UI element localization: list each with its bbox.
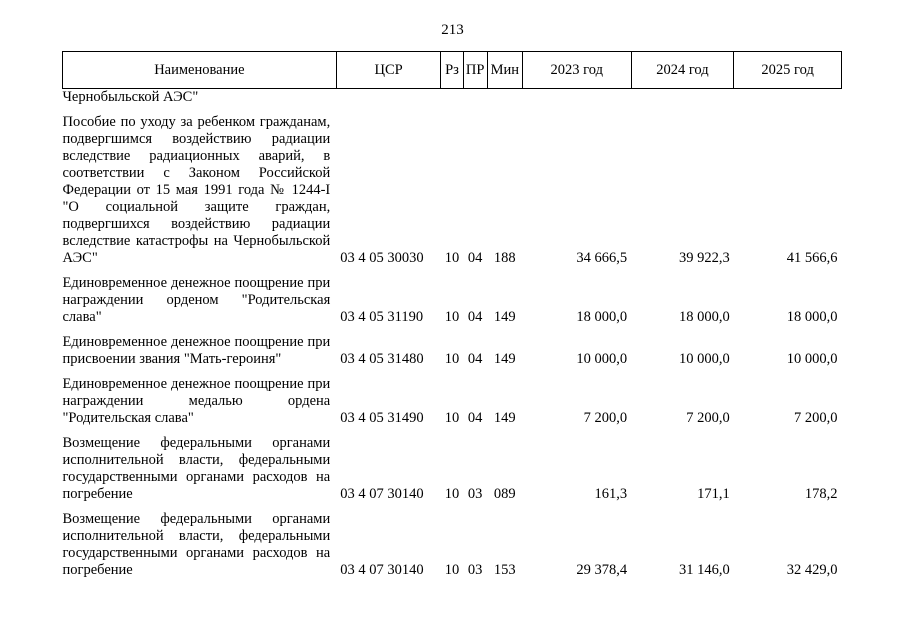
row-2024: 7 200,0 — [686, 410, 730, 426]
table-row — [63, 267, 842, 326]
row-pr: 04 — [467, 309, 483, 325]
row-pr: 04 — [467, 250, 483, 266]
row-min: 089 — [493, 486, 516, 502]
row-csr: 03 4 07 30140 — [340, 486, 424, 502]
budget-table — [62, 51, 842, 579]
row-name: Единовременное денежное поощрение при награждении орденом "Родительская слава" — [62, 275, 331, 325]
row-pr: 04 — [467, 351, 483, 367]
row-rz: 10 — [444, 309, 460, 325]
row-csr: 03 4 07 30140 — [340, 562, 424, 578]
row-name: Единовременное денежное поощрение при награждении медалью ордена "Родительская слава" — [62, 376, 331, 426]
row-2025: 32 429,0 — [786, 562, 838, 578]
row-2024: 10 000,0 — [679, 351, 730, 367]
row-2023: 10 000,0 — [576, 351, 628, 367]
row-2025: 178,2 — [804, 486, 838, 502]
row-2025: 41 566,6 — [786, 250, 838, 266]
header-csr: ЦСР — [336, 52, 441, 89]
row-min: 149 — [493, 351, 516, 367]
table-row — [63, 427, 842, 503]
row-pr: 04 — [467, 410, 483, 426]
row-rz: 10 — [444, 351, 460, 367]
row-2025: 7 200,0 — [794, 410, 838, 426]
row-csr: 03 4 05 31190 — [340, 309, 424, 325]
header-2024: 2024 год — [631, 52, 734, 89]
row-pr: 03 — [467, 486, 483, 502]
header-pr: ПР — [463, 52, 487, 89]
row-csr: 03 4 05 31480 — [340, 351, 424, 367]
row-2023: 29 378,4 — [576, 562, 628, 578]
header-name: Наименование — [63, 52, 337, 89]
row-csr: 03 4 05 31490 — [340, 410, 424, 426]
row-rz: 10 — [444, 562, 460, 578]
row-2024: 18 000,0 — [679, 309, 730, 325]
header-rz: Рз — [441, 52, 463, 89]
page-number: 213 — [441, 22, 464, 38]
continuation-text: Чернобыльской АЭС" — [62, 89, 199, 105]
row-name: Возмещение федеральными органами исполнительной власти, федеральными государственными органами расходов на погребение — [62, 435, 331, 502]
row-2023: 34 666,5 — [576, 250, 628, 266]
header-2023: 2023 год — [522, 52, 631, 89]
row-rz: 10 — [444, 410, 460, 426]
row-name: Пособие по уходу за ребенком гражданам, подвергшимся воздействию радиации вследствие радиационных аварий, в соответствии с Законом Российской Федерации от 15 мая 1991 года № 1244-I "О социальной защите граждан, подвергшихся воздействию радиации вследствие катастрофы на Чернобыльской АЭС" — [62, 114, 331, 266]
row-2024: 39 922,3 — [679, 250, 730, 266]
table-header — [63, 52, 842, 89]
row-min: 153 — [493, 562, 516, 578]
continuation-row — [63, 89, 842, 107]
row-rz: 10 — [444, 250, 460, 266]
row-2025: 10 000,0 — [786, 351, 838, 367]
row-name: Возмещение федеральными органами исполнительной власти, федеральными государственными органами расходов на погребение — [62, 511, 331, 578]
table-row — [63, 106, 842, 267]
row-rz: 10 — [444, 486, 460, 502]
table-row — [63, 326, 842, 368]
row-pr: 03 — [467, 562, 483, 578]
table-row — [63, 368, 842, 427]
row-2025: 18 000,0 — [786, 309, 838, 325]
row-2023: 161,3 — [594, 486, 628, 502]
header-2025: 2025 год — [734, 52, 842, 89]
row-min: 188 — [493, 250, 516, 266]
row-2024: 171,1 — [697, 486, 730, 502]
row-min: 149 — [493, 410, 516, 426]
row-2023: 18 000,0 — [576, 309, 628, 325]
header-min: Мин — [487, 52, 522, 89]
row-2023: 7 200,0 — [583, 410, 628, 426]
table-row — [63, 503, 842, 579]
row-min: 149 — [493, 309, 516, 325]
row-name: Единовременное денежное поощрение при присвоении звания "Мать-героиня" — [62, 334, 331, 367]
row-2024: 31 146,0 — [679, 562, 730, 578]
row-csr: 03 4 05 30030 — [340, 250, 424, 266]
